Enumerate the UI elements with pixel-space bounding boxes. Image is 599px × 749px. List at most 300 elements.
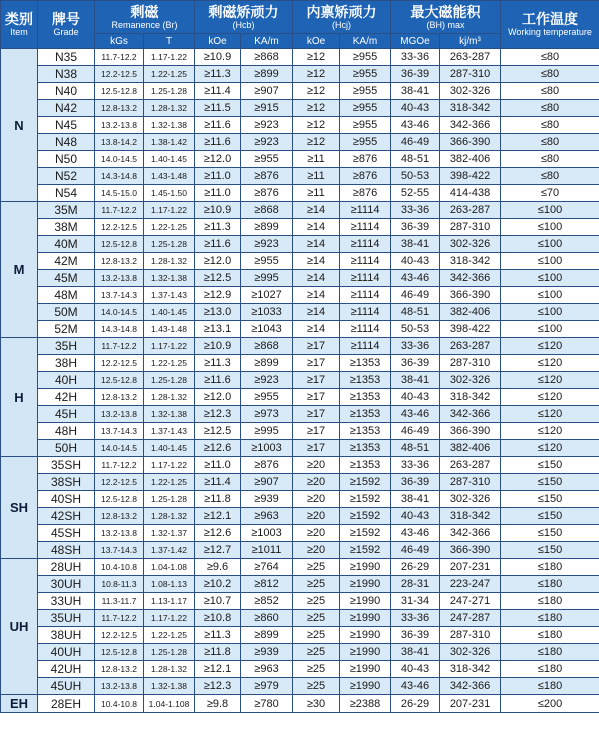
bhmax-kjm3-cell: 302-326	[440, 83, 501, 100]
br-tesla-cell: 1.22-1.25	[144, 219, 195, 236]
hcb-kam-cell: ≥995	[241, 270, 293, 287]
unit-mgoe: MGOe	[391, 34, 440, 49]
hcj-koe-cell: ≥14	[293, 253, 340, 270]
br-kgs-cell: 14.0-14.5	[95, 440, 144, 457]
bhmax-kjm3-cell: 366-390	[440, 287, 501, 304]
hcj-koe-cell: ≥14	[293, 321, 340, 338]
br-kgs-cell: 12.8-13.2	[95, 661, 144, 678]
energy-header-en: (BH) max	[426, 19, 465, 30]
hcb-koe-cell: ≥11.8	[195, 491, 241, 508]
bhmax-kjm3-cell: 318-342	[440, 661, 501, 678]
temperature-header-zh: 工作温度	[522, 11, 578, 27]
bhmax-mgoe-cell: 33-36	[391, 202, 440, 219]
hcj-kam-cell: ≥1990	[340, 661, 391, 678]
unit-kjm3: kj/m³	[440, 34, 501, 49]
bhmax-mgoe-cell: 43-46	[391, 117, 440, 134]
hcj-kam-cell: ≥1353	[340, 389, 391, 406]
temperature-header-en: Working temperature	[508, 27, 592, 37]
hcj-koe-cell: ≥25	[293, 559, 340, 576]
table-row	[1, 542, 599, 559]
temperature-cell: ≤80	[501, 83, 599, 100]
hcj-kam-cell: ≥1592	[340, 508, 391, 525]
bhmax-mgoe-cell: 28-31	[391, 576, 440, 593]
hcj-koe-cell: ≥12	[293, 100, 340, 117]
hcb-koe-cell: ≥11.3	[195, 219, 241, 236]
br-kgs-cell: 12.5-12.8	[95, 491, 144, 508]
hcj-kam-cell: ≥955	[340, 134, 391, 151]
bhmax-mgoe-cell: 33-36	[391, 457, 440, 474]
hcj-kam-cell: ≥876	[340, 168, 391, 185]
hcj-kam-cell: ≥1114	[340, 202, 391, 219]
bhmax-kjm3-cell: 342-366	[440, 117, 501, 134]
grade-cell: 48SH	[38, 542, 95, 559]
hcb-kam-cell: ≥955	[241, 151, 293, 168]
hcj-koe-cell: ≥20	[293, 491, 340, 508]
hcj-kam-cell: ≥1114	[340, 253, 391, 270]
hcb-koe-cell: ≥11.4	[195, 83, 241, 100]
bhmax-mgoe-cell: 33-36	[391, 610, 440, 627]
table-row	[1, 610, 599, 627]
hcb-kam-cell: ≥1011	[241, 542, 293, 559]
hcb-kam-cell: ≥812	[241, 576, 293, 593]
hcj-koe-cell: ≥17	[293, 406, 340, 423]
category-header	[1, 1, 38, 49]
table-row	[1, 491, 599, 508]
br-kgs-cell: 14.5-15.0	[95, 185, 144, 202]
br-kgs-cell: 12.2-12.5	[95, 627, 144, 644]
hcb-kam-cell: ≥915	[241, 100, 293, 117]
coercivity-header-en: (Hcb)	[232, 19, 255, 30]
br-kgs-cell: 12.2-12.5	[95, 355, 144, 372]
bhmax-kjm3-cell: 247-287	[440, 610, 501, 627]
table-row	[1, 168, 599, 185]
hcb-kam-cell: ≥899	[241, 66, 293, 83]
table-row	[1, 304, 599, 321]
grade-cell: N42	[38, 100, 95, 117]
br-kgs-cell: 13.2-13.8	[95, 525, 144, 542]
hcb-kam-cell: ≥907	[241, 83, 293, 100]
br-tesla-cell: 1.28-1.32	[144, 661, 195, 678]
br-kgs-cell: 10.4-10.8	[95, 559, 144, 576]
br-tesla-cell: 1.37-1.42	[144, 542, 195, 559]
hcj-koe-cell: ≥14	[293, 304, 340, 321]
bhmax-kjm3-cell: 263-287	[440, 49, 501, 66]
br-tesla-cell: 1.25-1.28	[144, 236, 195, 253]
hcb-kam-cell: ≥939	[241, 491, 293, 508]
br-kgs-cell: 12.2-12.5	[95, 219, 144, 236]
grade-cell: 40H	[38, 372, 95, 389]
hcj-koe-cell: ≥12	[293, 83, 340, 100]
grade-cell: 38H	[38, 355, 95, 372]
temperature-cell: ≤120	[501, 440, 599, 457]
bhmax-kjm3-cell: 382-406	[440, 304, 501, 321]
hcj-kam-cell: ≥1353	[340, 372, 391, 389]
hcb-kam-cell: ≥899	[241, 627, 293, 644]
br-tesla-cell: 1.28-1.32	[144, 508, 195, 525]
bhmax-mgoe-cell: 33-36	[391, 338, 440, 355]
bhmax-kjm3-cell: 366-390	[440, 542, 501, 559]
table-row	[1, 185, 599, 202]
hcj-kam-cell: ≥955	[340, 117, 391, 134]
temperature-cell: ≤180	[501, 559, 599, 576]
bhmax-mgoe-cell: 36-39	[391, 355, 440, 372]
br-kgs-cell: 12.2-12.5	[95, 66, 144, 83]
hcj-koe-cell: ≥11	[293, 168, 340, 185]
table-row	[1, 695, 599, 713]
table-row	[1, 474, 599, 491]
grade-cell: 45UH	[38, 678, 95, 695]
coercivity-header-zh: 剩磁矫顽力	[208, 3, 279, 20]
hcb-kam-cell: ≥780	[241, 695, 293, 713]
table-row	[1, 117, 599, 134]
hcb-kam-cell: ≥1003	[241, 440, 293, 457]
bhmax-kjm3-cell: 263-287	[440, 338, 501, 355]
br-tesla-cell: 1.17-1.22	[144, 457, 195, 474]
hcj-kam-cell: ≥876	[340, 151, 391, 168]
table-row	[1, 49, 599, 66]
bhmax-kjm3-cell: 342-366	[440, 270, 501, 287]
br-tesla-cell: 1.32-1.37	[144, 525, 195, 542]
br-kgs-cell: 13.2-13.8	[95, 678, 144, 695]
table-row	[1, 525, 599, 542]
hcb-kam-cell: ≥923	[241, 134, 293, 151]
table-body	[1, 49, 599, 713]
bhmax-kjm3-cell: 382-406	[440, 440, 501, 457]
grade-cell: N40	[38, 83, 95, 100]
category-cell: H	[1, 338, 38, 457]
hcb-koe-cell: ≥12.1	[195, 661, 241, 678]
grade-cell: 40UH	[38, 644, 95, 661]
temperature-cell: ≤70	[501, 185, 599, 202]
hcb-koe-cell: ≥10.2	[195, 576, 241, 593]
hcj-kam-cell: ≥955	[340, 49, 391, 66]
hcj-kam-cell: ≥1114	[340, 321, 391, 338]
hcb-koe-cell: ≥12.6	[195, 525, 241, 542]
grade-cell: 40SH	[38, 491, 95, 508]
br-tesla-cell: 1.32-1.38	[144, 117, 195, 134]
br-kgs-cell: 14.3-14.8	[95, 321, 144, 338]
bhmax-kjm3-cell: 398-422	[440, 321, 501, 338]
temperature-cell: ≤180	[501, 610, 599, 627]
grade-cell: 45M	[38, 270, 95, 287]
hcb-koe-cell: ≥9.6	[195, 559, 241, 576]
bhmax-kjm3-cell: 247-271	[440, 593, 501, 610]
hcb-koe-cell: ≥11.0	[195, 185, 241, 202]
bhmax-kjm3-cell: 398-422	[440, 168, 501, 185]
hcb-koe-cell: ≥12.5	[195, 270, 241, 287]
bhmax-mgoe-cell: 43-46	[391, 270, 440, 287]
temperature-cell: ≤150	[501, 491, 599, 508]
hcb-koe-cell: ≥12.9	[195, 287, 241, 304]
table-row	[1, 593, 599, 610]
hcj-kam-cell: ≥1990	[340, 678, 391, 695]
category-header-en: Item	[10, 27, 28, 37]
temperature-cell: ≤180	[501, 627, 599, 644]
br-tesla-cell: 1.43-1.48	[144, 321, 195, 338]
hcb-koe-cell: ≥11.6	[195, 372, 241, 389]
br-tesla-cell: 1.32-1.38	[144, 678, 195, 695]
table-row	[1, 100, 599, 117]
temperature-cell: ≤180	[501, 678, 599, 695]
hcb-koe-cell: ≥13.1	[195, 321, 241, 338]
hcb-koe-cell: ≥10.7	[195, 593, 241, 610]
bhmax-kjm3-cell: 414-438	[440, 185, 501, 202]
br-kgs-cell: 13.2-13.8	[95, 117, 144, 134]
bhmax-mgoe-cell: 38-41	[391, 83, 440, 100]
bhmax-mgoe-cell: 38-41	[391, 644, 440, 661]
hcb-kam-cell: ≥868	[241, 202, 293, 219]
hcj-kam-cell: ≥1353	[340, 440, 391, 457]
table-row	[1, 423, 599, 440]
hcj-kam-cell: ≥1990	[340, 576, 391, 593]
br-tesla-cell: 1.08-1.13	[144, 576, 195, 593]
bhmax-mgoe-cell: 26-29	[391, 559, 440, 576]
hcb-kam-cell: ≥955	[241, 389, 293, 406]
grade-cell: 48H	[38, 423, 95, 440]
br-tesla-cell: 1.13-1.17	[144, 593, 195, 610]
br-tesla-cell: 1.38-1.42	[144, 134, 195, 151]
hcj-koe-cell: ≥11	[293, 185, 340, 202]
hcb-koe-cell: ≥11.0	[195, 457, 241, 474]
hcb-kam-cell: ≥1033	[241, 304, 293, 321]
hcj-kam-cell: ≥2388	[340, 695, 391, 713]
br-tesla-cell: 1.40-1.45	[144, 440, 195, 457]
hcj-koe-cell: ≥25	[293, 610, 340, 627]
hcj-koe-cell: ≥17	[293, 440, 340, 457]
bhmax-mgoe-cell: 43-46	[391, 678, 440, 695]
temperature-cell: ≤100	[501, 287, 599, 304]
br-kgs-cell: 13.2-13.8	[95, 406, 144, 423]
bhmax-kjm3-cell: 207-231	[440, 695, 501, 713]
grade-cell: 35H	[38, 338, 95, 355]
table-row	[1, 372, 599, 389]
hcb-koe-cell: ≥11.3	[195, 627, 241, 644]
br-tesla-cell: 1.37-1.43	[144, 423, 195, 440]
bhmax-kjm3-cell: 318-342	[440, 389, 501, 406]
temperature-cell: ≤180	[501, 644, 599, 661]
br-tesla-cell: 1.17-1.22	[144, 338, 195, 355]
hcj-kam-cell: ≥1114	[340, 270, 391, 287]
table-row	[1, 576, 599, 593]
hcb-kam-cell: ≥907	[241, 474, 293, 491]
intrinsic-header-zh: 内禀矫顽力	[306, 3, 377, 20]
br-kgs-cell: 13.7-14.3	[95, 423, 144, 440]
temperature-cell: ≤180	[501, 576, 599, 593]
br-kgs-cell: 12.2-12.5	[95, 474, 144, 491]
hcj-koe-cell: ≥12	[293, 66, 340, 83]
intrinsic-header-en: (Hcj)	[332, 19, 351, 30]
hcb-kam-cell: ≥868	[241, 338, 293, 355]
bhmax-mgoe-cell: 40-43	[391, 389, 440, 406]
br-kgs-cell: 12.8-13.2	[95, 389, 144, 406]
bhmax-mgoe-cell: 48-51	[391, 440, 440, 457]
br-tesla-cell: 1.22-1.25	[144, 627, 195, 644]
table-row	[1, 678, 599, 695]
hcb-koe-cell: ≥12.0	[195, 151, 241, 168]
grade-header-zh: 牌号	[52, 11, 80, 27]
br-tesla-cell: 1.22-1.25	[144, 355, 195, 372]
table-row	[1, 389, 599, 406]
temperature-cell: ≤100	[501, 270, 599, 287]
unit-kam-hcb: KA/m	[241, 34, 293, 49]
bhmax-kjm3-cell: 302-326	[440, 236, 501, 253]
hcj-kam-cell: ≥1353	[340, 406, 391, 423]
bhmax-mgoe-cell: 40-43	[391, 508, 440, 525]
hcj-kam-cell: ≥1990	[340, 593, 391, 610]
hcb-kam-cell: ≥955	[241, 253, 293, 270]
br-kgs-cell: 11.3-11.7	[95, 593, 144, 610]
table-row	[1, 338, 599, 355]
br-kgs-cell: 14.0-14.5	[95, 304, 144, 321]
temperature-cell: ≤120	[501, 389, 599, 406]
bhmax-mgoe-cell: 36-39	[391, 219, 440, 236]
bhmax-kjm3-cell: 302-326	[440, 644, 501, 661]
bhmax-kjm3-cell: 263-287	[440, 202, 501, 219]
bhmax-mgoe-cell: 38-41	[391, 236, 440, 253]
bhmax-mgoe-cell: 48-51	[391, 151, 440, 168]
hcj-koe-cell: ≥20	[293, 525, 340, 542]
br-tesla-cell: 1.25-1.28	[144, 83, 195, 100]
table-row	[1, 287, 599, 304]
hcb-kam-cell: ≥876	[241, 457, 293, 474]
hcj-koe-cell: ≥14	[293, 270, 340, 287]
bhmax-kjm3-cell: 263-287	[440, 457, 501, 474]
bhmax-kjm3-cell: 207-231	[440, 559, 501, 576]
bhmax-mgoe-cell: 40-43	[391, 100, 440, 117]
hcj-kam-cell: ≥1353	[340, 423, 391, 440]
br-kgs-cell: 12.5-12.8	[95, 236, 144, 253]
table-row	[1, 457, 599, 474]
table-row	[1, 321, 599, 338]
temperature-cell: ≤150	[501, 542, 599, 559]
br-kgs-cell: 12.5-12.8	[95, 372, 144, 389]
table-header	[1, 1, 599, 49]
hcj-koe-cell: ≥17	[293, 338, 340, 355]
bhmax-kjm3-cell: 302-326	[440, 491, 501, 508]
hcj-kam-cell: ≥955	[340, 83, 391, 100]
br-kgs-cell: 11.7-12.2	[95, 338, 144, 355]
hcj-koe-cell: ≥25	[293, 661, 340, 678]
bhmax-mgoe-cell: 40-43	[391, 661, 440, 678]
br-kgs-cell: 14.0-14.5	[95, 151, 144, 168]
hcb-kam-cell: ≥899	[241, 355, 293, 372]
bhmax-kjm3-cell: 342-366	[440, 525, 501, 542]
hcj-koe-cell: ≥25	[293, 576, 340, 593]
table-row	[1, 644, 599, 661]
hcb-koe-cell: ≥11.3	[195, 66, 241, 83]
bhmax-kjm3-cell: 287-310	[440, 627, 501, 644]
bhmax-mgoe-cell: 36-39	[391, 474, 440, 491]
hcb-kam-cell: ≥963	[241, 508, 293, 525]
hcj-koe-cell: ≥14	[293, 219, 340, 236]
bhmax-mgoe-cell: 46-49	[391, 542, 440, 559]
hcj-koe-cell: ≥20	[293, 508, 340, 525]
temperature-cell: ≤80	[501, 117, 599, 134]
unit-kgs: kGs	[95, 34, 144, 49]
br-kgs-cell: 11.7-12.2	[95, 202, 144, 219]
bhmax-mgoe-cell: 33-36	[391, 49, 440, 66]
hcj-koe-cell: ≥17	[293, 389, 340, 406]
hcb-kam-cell: ≥923	[241, 236, 293, 253]
hcb-koe-cell: ≥12.1	[195, 508, 241, 525]
hcb-kam-cell: ≥1027	[241, 287, 293, 304]
unit-koe-hcj: kOe	[293, 34, 340, 49]
bhmax-mgoe-cell: 46-49	[391, 287, 440, 304]
remanence-header	[95, 1, 195, 34]
grade-cell: 28EH	[38, 695, 95, 713]
grade-cell: 42UH	[38, 661, 95, 678]
table-row	[1, 508, 599, 525]
temperature-cell: ≤120	[501, 338, 599, 355]
hcj-koe-cell: ≥25	[293, 644, 340, 661]
br-tesla-cell: 1.28-1.32	[144, 389, 195, 406]
temperature-cell: ≤100	[501, 321, 599, 338]
hcj-kam-cell: ≥1990	[340, 644, 391, 661]
bhmax-mgoe-cell: 52-55	[391, 185, 440, 202]
grade-cell: 38UH	[38, 627, 95, 644]
hcj-koe-cell: ≥17	[293, 372, 340, 389]
table-row	[1, 559, 599, 576]
temperature-cell: ≤200	[501, 695, 599, 713]
br-kgs-cell: 10.4-10.8	[95, 695, 144, 713]
hcb-koe-cell: ≥10.8	[195, 610, 241, 627]
hcb-koe-cell: ≥11.0	[195, 168, 241, 185]
hcj-koe-cell: ≥17	[293, 355, 340, 372]
br-kgs-cell: 14.3-14.8	[95, 168, 144, 185]
grade-cell: N38	[38, 66, 95, 83]
temperature-cell: ≤80	[501, 134, 599, 151]
hcj-koe-cell: ≥12	[293, 49, 340, 66]
grade-cell: 52M	[38, 321, 95, 338]
table-row	[1, 151, 599, 168]
unit-koe-hcb: kOe	[195, 34, 241, 49]
bhmax-mgoe-cell: 43-46	[391, 525, 440, 542]
hcb-koe-cell: ≥11.8	[195, 644, 241, 661]
unit-kam-hcj: KA/m	[340, 34, 391, 49]
hcj-kam-cell: ≥1114	[340, 287, 391, 304]
hcb-kam-cell: ≥899	[241, 219, 293, 236]
table-row	[1, 219, 599, 236]
br-tesla-cell: 1.17-1.22	[144, 610, 195, 627]
hcb-kam-cell: ≥1003	[241, 525, 293, 542]
grade-cell: 38SH	[38, 474, 95, 491]
hcj-kam-cell: ≥1592	[340, 542, 391, 559]
br-kgs-cell: 13.8-14.2	[95, 134, 144, 151]
grade-cell: N52	[38, 168, 95, 185]
coercivity-header	[195, 1, 293, 34]
table-row	[1, 270, 599, 287]
br-tesla-cell: 1.25-1.28	[144, 372, 195, 389]
table-row	[1, 627, 599, 644]
table-row	[1, 253, 599, 270]
hcb-kam-cell: ≥860	[241, 610, 293, 627]
bhmax-mgoe-cell: 38-41	[391, 372, 440, 389]
hcb-kam-cell: ≥876	[241, 168, 293, 185]
table-row	[1, 355, 599, 372]
temperature-cell: ≤150	[501, 525, 599, 542]
intrinsic-coercivity-header	[293, 1, 391, 34]
temperature-cell: ≤120	[501, 423, 599, 440]
temperature-cell: ≤100	[501, 219, 599, 236]
hcb-koe-cell: ≥11.4	[195, 474, 241, 491]
br-tesla-cell: 1.37-1.43	[144, 287, 195, 304]
hcj-koe-cell: ≥20	[293, 457, 340, 474]
grade-cell: 45H	[38, 406, 95, 423]
bhmax-kjm3-cell: 223-247	[440, 576, 501, 593]
remanence-header-zh: 剩磁	[130, 3, 159, 20]
hcj-koe-cell: ≥14	[293, 202, 340, 219]
temperature-cell: ≤80	[501, 66, 599, 83]
